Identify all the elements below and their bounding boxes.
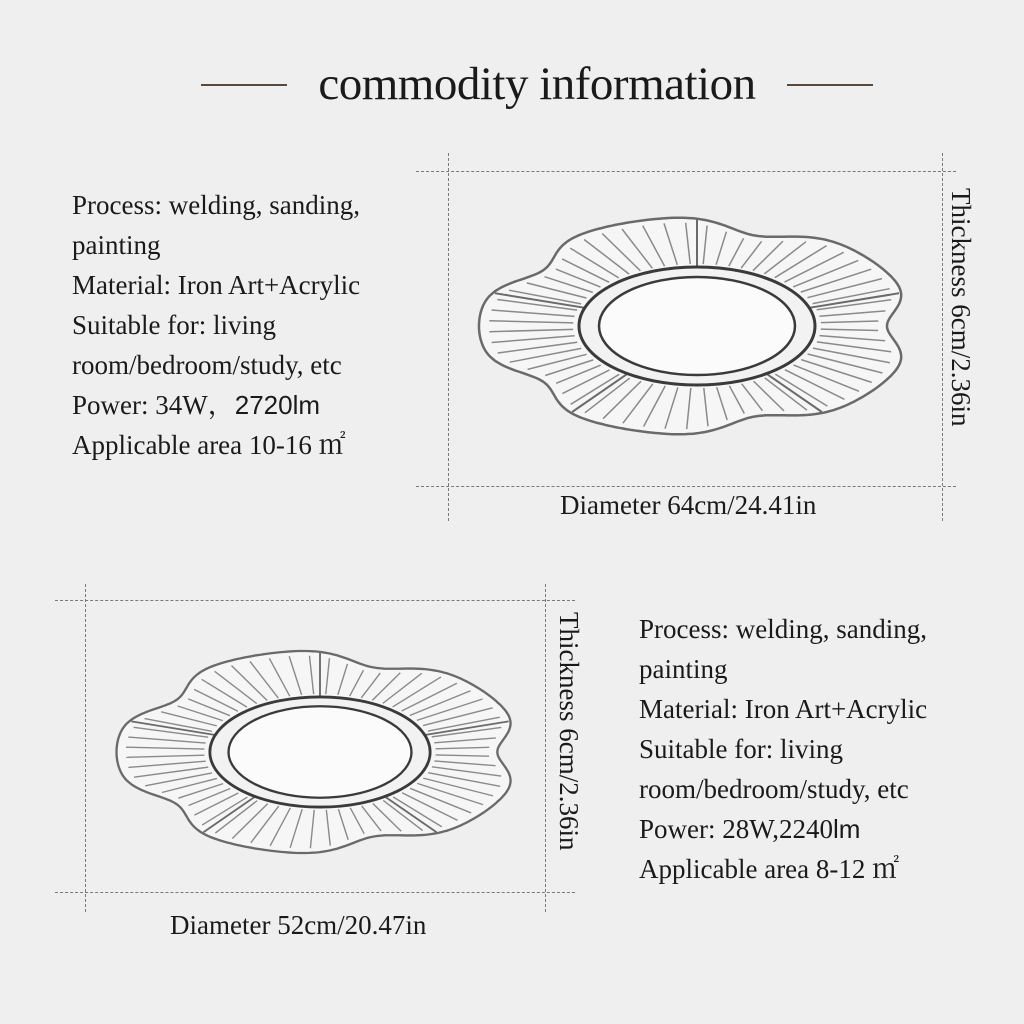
spec-area: Applicable area 8-12 ㎡	[639, 854, 900, 884]
title-rule-right	[787, 84, 873, 86]
spec-suitable-cont: room/bedroom/study, etc	[639, 774, 909, 804]
diameter-label-large: Diameter 64cm/24.41in	[560, 490, 817, 520]
spec-power	[639, 809, 927, 849]
spec-process: Process: welding, sanding,	[639, 614, 927, 644]
spec-area: Applicable area 10-16 ㎡	[72, 430, 346, 460]
spec-list-small	[639, 609, 927, 889]
spec-process-cont: painting	[72, 230, 161, 260]
spec-list-large	[72, 185, 360, 465]
thickness-label-large: Thickness 6cm/2.36in	[946, 188, 976, 427]
spec-power-watts: Power: 28W,2240	[639, 814, 833, 844]
spec-power-watts: Power: 34W，	[72, 390, 235, 420]
header	[0, 52, 1024, 116]
spec-suitable: Suitable for: living	[639, 734, 843, 764]
lamp-center-disc	[599, 277, 795, 375]
spec-power-lumen: 2720lm	[234, 390, 321, 420]
guide-top-right	[942, 153, 943, 521]
page-title: commodity information	[318, 58, 756, 110]
guide-bottom-upper	[55, 600, 575, 601]
spec-process-cont: painting	[639, 654, 728, 684]
guide-top-upper	[416, 171, 956, 172]
diameter-label-small: Diameter 52cm/20.47in	[170, 910, 427, 940]
guide-top-left	[448, 153, 449, 521]
thickness-label-small: Thickness 6cm/2.36in	[554, 612, 584, 851]
flower-ceiling-lamp-icon	[110, 640, 530, 864]
lamp-center-disc	[229, 706, 412, 797]
guide-bottom-left	[85, 584, 86, 912]
guide-bottom-lower	[55, 892, 575, 893]
spec-material: Material: Iron Art+Acrylic	[639, 694, 928, 724]
guide-bottom-right	[545, 584, 546, 912]
spec-power	[72, 385, 360, 425]
spec-suitable-cont: room/bedroom/study, etc	[72, 350, 342, 380]
spec-process: Process: welding, sanding,	[72, 190, 360, 220]
spec-material: Material: Iron Art+Acrylic	[72, 270, 361, 300]
flower-ceiling-lamp-icon	[472, 206, 922, 446]
spec-power-lumen: lm	[833, 814, 861, 844]
title-rule-left	[201, 84, 287, 86]
guide-top-lower	[416, 486, 956, 487]
spec-suitable: Suitable for: living	[72, 310, 276, 340]
